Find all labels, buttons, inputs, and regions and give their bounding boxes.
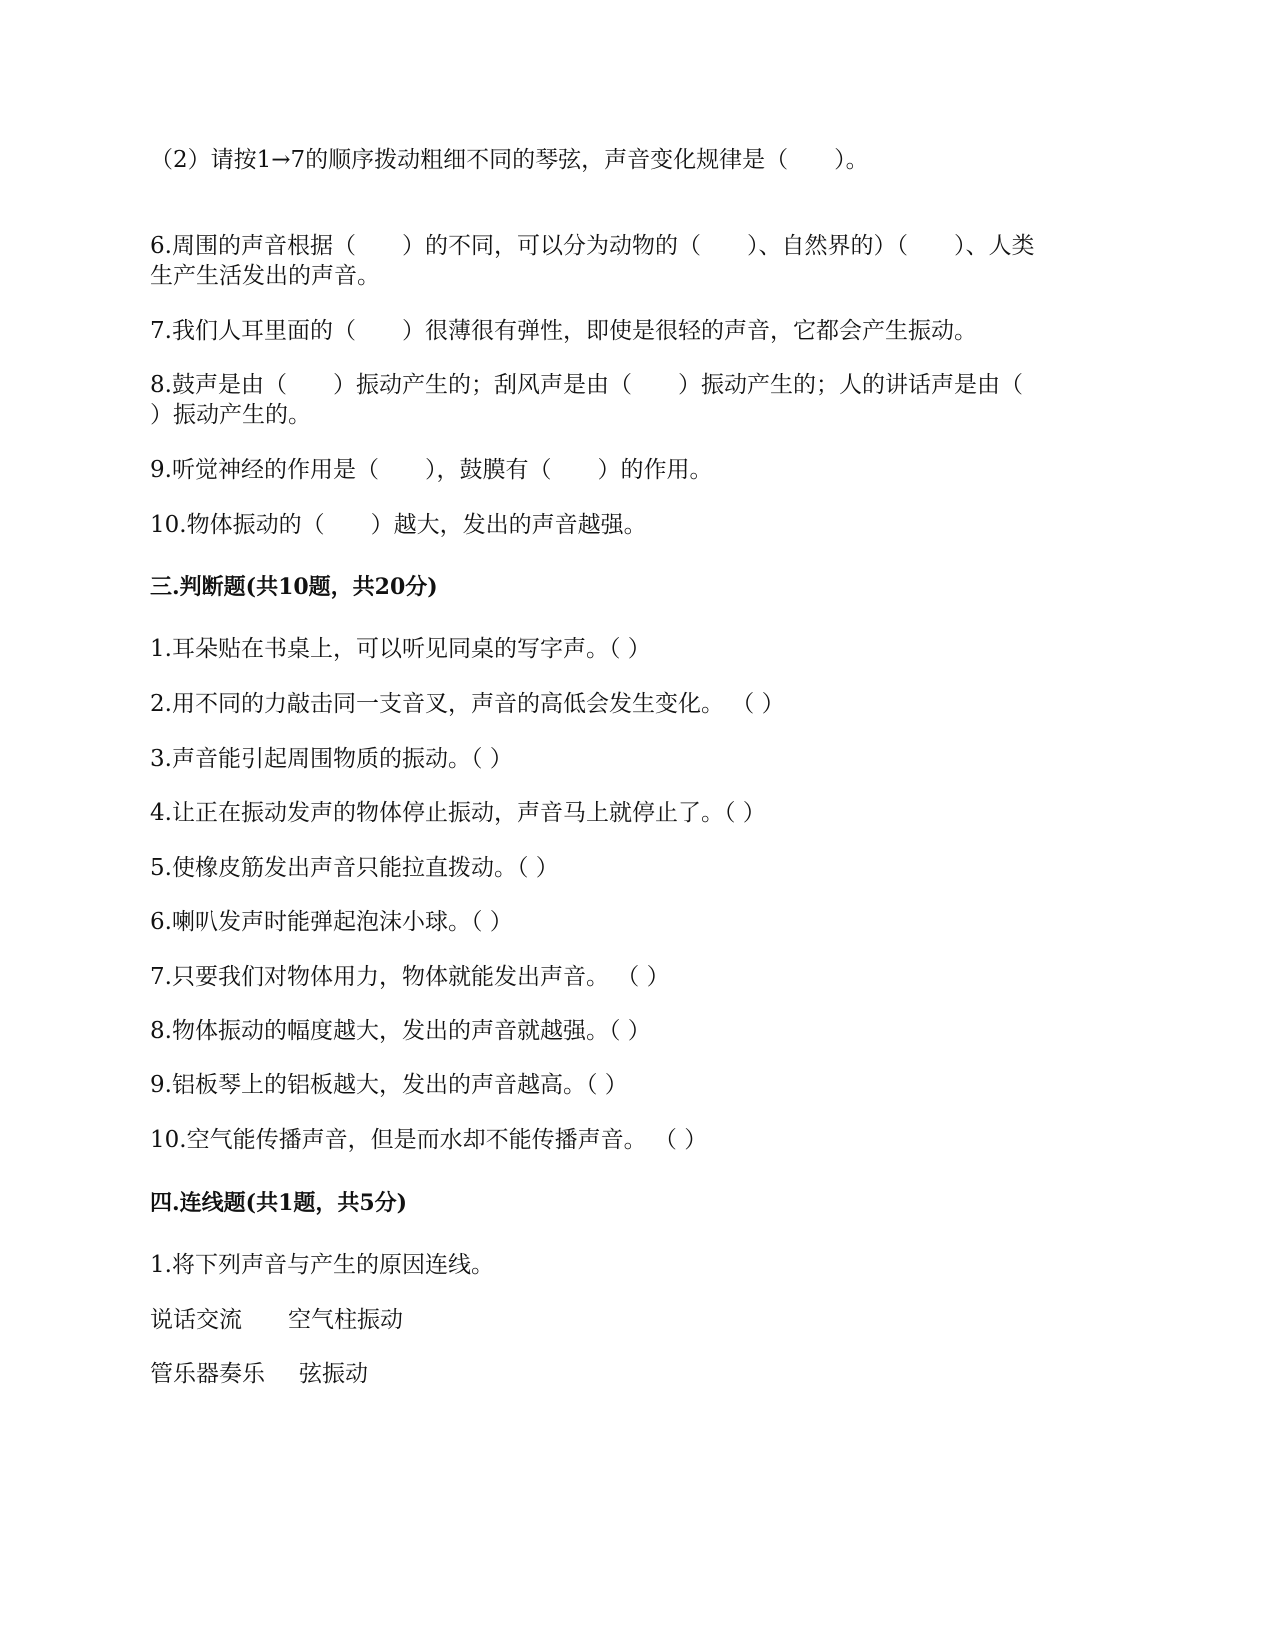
section-4-title: 四.连线题(共1题，共5分) <box>150 1190 408 1216</box>
judge-item-6: 6.喇叭发声时能弹起泡沫小球。（ ） <box>150 909 513 935</box>
matching-row <box>150 1357 368 1391</box>
matching-right-item: 弦振动 <box>299 1361 368 1387</box>
question-6-line-1: 6.周围的声音根据（ ）的不同，可以分为动物的（ ）、自然界的）（ ）、人类 <box>150 233 1035 259</box>
question-8-line-2: ）振动产生的。 <box>150 402 311 428</box>
question-6-line-2: 生产生活发出的声音。 <box>150 263 380 289</box>
judge-item-4: 4.让正在振动发声的物体停止振动，声音马上就停止了。（ ） <box>150 800 766 826</box>
judge-item-5: 5.使橡皮筋发出声音只能拉直拨动。（ ） <box>150 855 559 881</box>
judge-item-7: 7.只要我们对物体用力，物体就能发出声音。 （ ） <box>150 964 670 990</box>
question-7: 7.我们人耳里面的（ ）很薄很有弹性，即使是很轻的声音，它都会产生振动。 <box>150 318 977 344</box>
matching-question-1: 1.将下列声音与产生的原因连线。 <box>150 1252 494 1278</box>
judge-item-2: 2.用不同的力敲击同一支音叉，声音的高低会发生变化。 （ ） <box>150 691 785 717</box>
matching-row <box>150 1303 403 1337</box>
matching-left-item: 说话交流 <box>150 1307 242 1333</box>
judge-item-8: 8.物体振动的幅度越大，发出的声音就越强。（ ） <box>150 1018 651 1044</box>
question-10: 10.物体振动的（ ）越大，发出的声音越强。 <box>150 512 647 538</box>
question-8-line-1: 8.鼓声是由（ ）振动产生的；刮风声是由（ ）振动产生的；人的讲话声是由（ <box>150 372 1023 398</box>
matching-right-item: 空气柱振动 <box>288 1307 403 1333</box>
judge-item-10: 10.空气能传播声音，但是而水却不能传播声音。 （ ） <box>150 1127 708 1153</box>
matching-left-item: 管乐器奏乐 <box>150 1361 265 1387</box>
question-5-part-2: （2）请按1→7的顺序拨动粗细不同的琴弦，声音变化规律是（ ）。 <box>150 147 869 173</box>
judge-item-9: 9.铝板琴上的铝板越大，发出的声音越高。（ ） <box>150 1072 628 1098</box>
judge-item-3: 3.声音能引起周围物质的振动。（ ） <box>150 746 513 772</box>
judge-item-1: 1.耳朵贴在书桌上，可以听见同桌的写字声。（ ） <box>150 636 651 662</box>
question-9: 9.听觉神经的作用是（ ），鼓膜有（ ）的作用。 <box>150 457 713 483</box>
section-3-title: 三.判断题(共10题，共20分) <box>150 574 438 600</box>
